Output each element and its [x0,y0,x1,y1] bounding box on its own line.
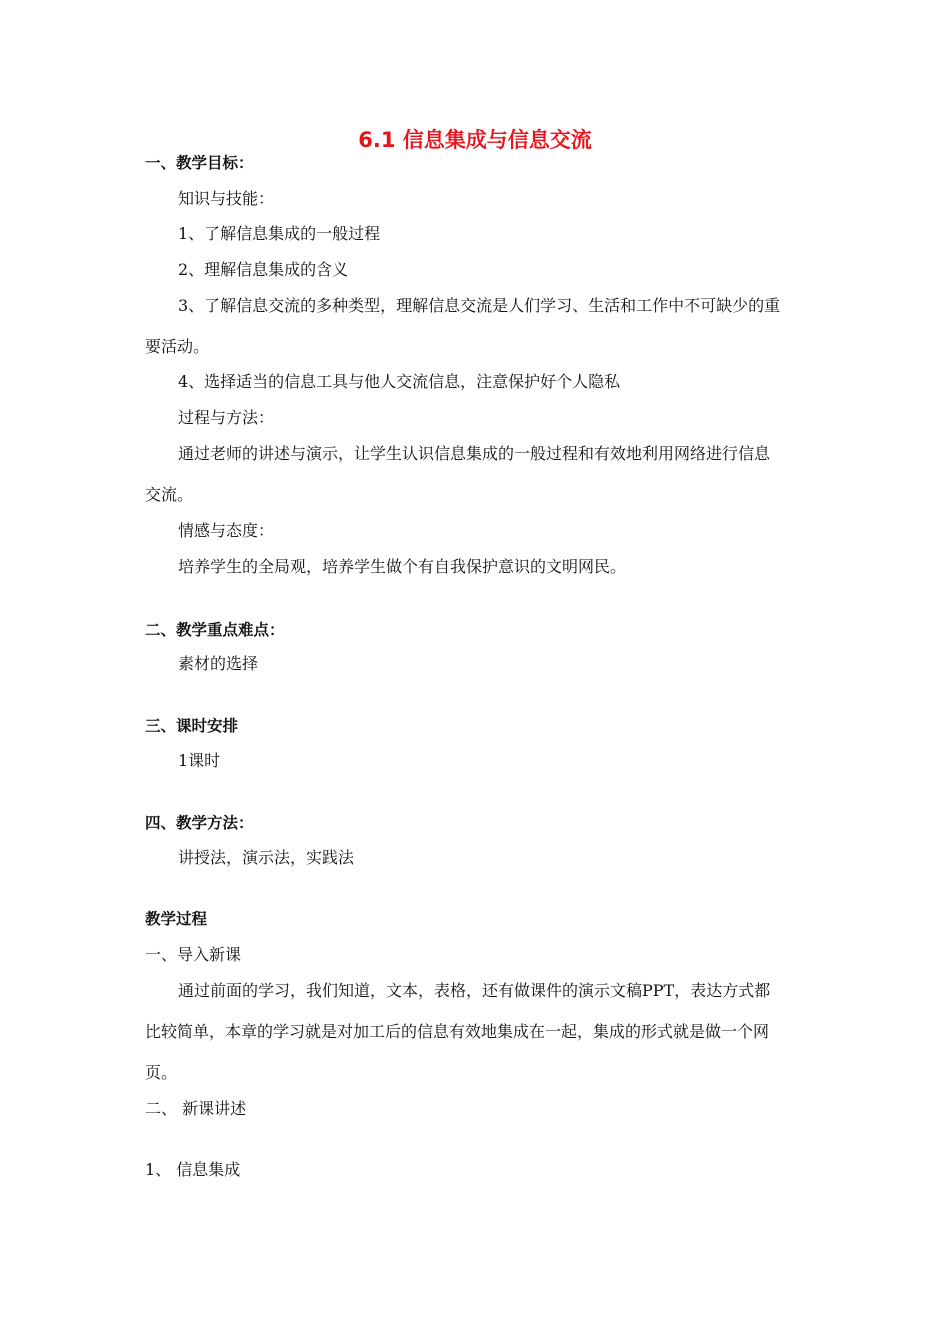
intro-text-continuation: 比较简单，本章的学习就是对加工后的信息有效地集成在一起，集成的形式就是做一个网 [145,1022,770,1041]
intro-text-continuation: 页。 [145,1063,178,1082]
emotion-text: 培养学生的全局观，培养学生做个有自我保护意识的文明网民。 [178,557,627,576]
emotion-label: 情感与态度： [178,521,275,540]
objectives-heading: 一、教学目标： [145,154,254,172]
methods-heading: 四、教学方法： [145,814,254,832]
objective-item: 4、选择适当的信息工具与他人交流信息，注意保护好个人隐私 [178,372,621,391]
intro-label: 一、导入新课 [145,945,242,964]
knowledge-label: 知识与技能： [178,189,275,208]
schedule-text: 1课时 [178,751,221,770]
process-text-continuation: 交流。 [145,485,194,504]
document-title: 6.1 信息集成与信息交流 [358,128,592,152]
teaching-process-heading: 教学过程 [145,910,208,928]
key-points-text: 素材的选择 [178,654,259,673]
objective-item-continuation: 要活动。 [145,337,210,356]
objective-item: 3、了解信息交流的多种类型，理解信息交流是人们学习、生活和工作中不可缺少的重 [178,296,781,315]
key-points-heading: 二、教学重点难点： [145,621,285,639]
methods-text: 讲授法，演示法，实践法 [178,848,355,867]
process-label: 过程与方法： [178,408,275,427]
intro-text: 通过前面的学习，我们知道，文本，表格，还有做课件的演示文稿PPT，表达方式都 [178,981,771,1000]
schedule-heading: 三、课时安排 [145,717,239,735]
objective-item: 2、理解信息集成的含义 [178,260,349,279]
subsection-heading: 1、 信息集成 [145,1160,241,1179]
process-text: 通过老师的讲述与演示，让学生认识信息集成的一般过程和有效地利用网络进行信息 [178,444,771,463]
objective-item: 1、了解信息集成的一般过程 [178,224,381,243]
new-lesson-label: 二、 新课讲述 [145,1099,247,1118]
